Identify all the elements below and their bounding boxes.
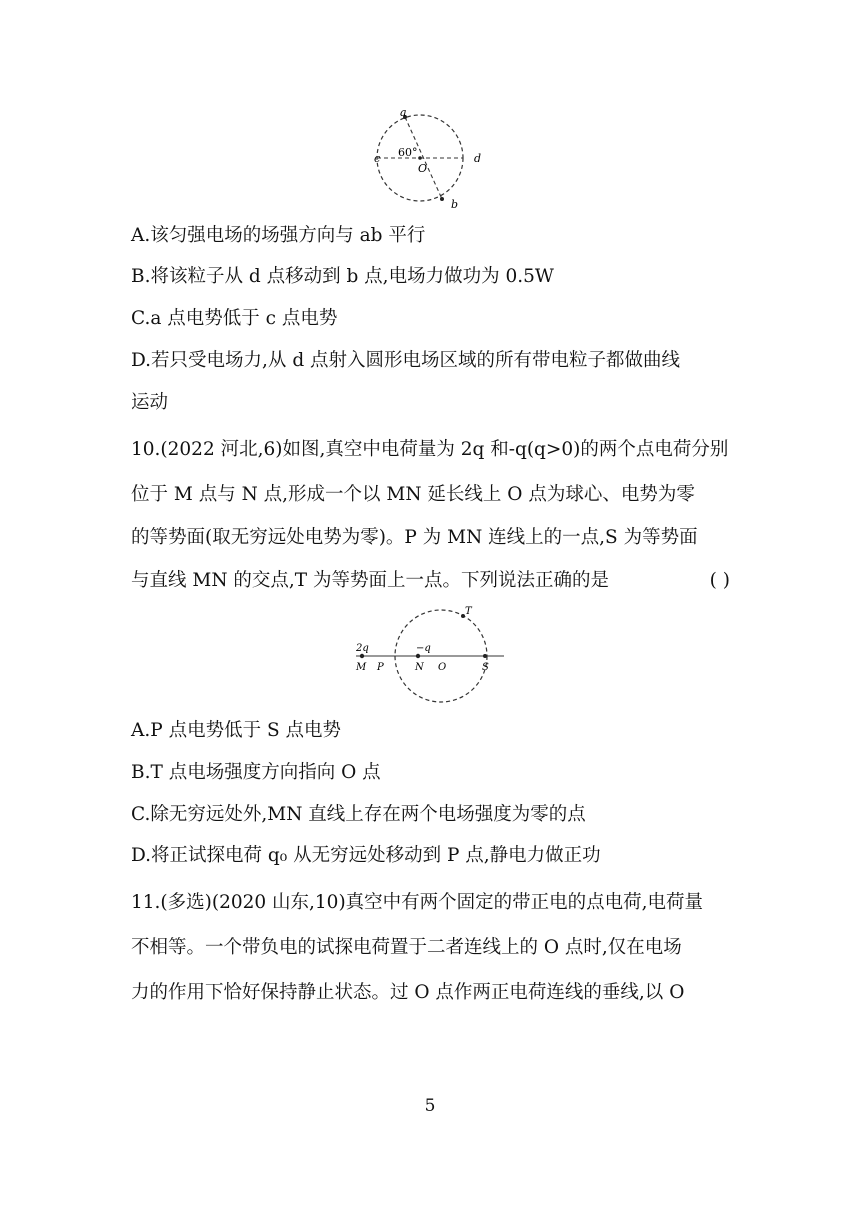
q10-option-c: C.除无穷远处外,MN 直线上存在两个电场强度为零的点	[131, 804, 586, 825]
q10-answer-paren: ( )	[709, 570, 730, 591]
q9-option-b: B.将该粒子从 d 点移动到 b 点,电场力做功为 0.5W	[131, 266, 554, 287]
q9-option-d-line2: 运动	[131, 392, 169, 413]
fig2-label-m: M	[356, 662, 367, 673]
fig2-label-n: N	[415, 662, 424, 673]
fig2-label-t: T	[465, 606, 472, 617]
q11-stem-line3: 力的作用下恰好保持静止状态。过 O 点作两正电荷连线的垂线,以 O	[131, 982, 685, 1003]
q10-stem-line2: 位于 M 点与 N 点,形成一个以 MN 延长线上 O 点为球心、电势为零	[131, 484, 695, 505]
q9-option-d-line1: D.若只受电场力,从 d 点射入圆形电场区域的所有带电粒子都做曲线	[131, 350, 681, 371]
q11-stem-line2: 不相等。一个带负电的试探电荷置于二者连线上的 O 点时,仅在电场	[131, 937, 682, 958]
figure-circle-field	[370, 104, 490, 214]
fig1-label-c: c	[374, 152, 381, 165]
q10-option-b: B.T 点电场强度方向指向 O 点	[131, 762, 381, 783]
page-number: 5	[424, 1096, 436, 1116]
fig2-label-p: P	[377, 662, 384, 673]
q10-option-d: D.将正试探电荷 q₀ 从无穷远处移动到 P 点,静电力做正功	[131, 845, 601, 866]
fig1-label-b: b	[451, 198, 459, 211]
fig2-label-o: O	[438, 662, 447, 673]
q10-stem-line1: 10.(2022 河北,6)如图,真空中电荷量为 2q 和-q(q>0)的两个点电荷分别	[131, 439, 729, 460]
fig1-angle: 60°	[398, 146, 418, 159]
fig1-label-o: O	[418, 162, 428, 175]
q9-option-c: C.a 点电势低于 c 点电势	[131, 308, 338, 329]
fig1-label-d: d	[474, 152, 482, 165]
q10-stem-line3: 的等势面(取无穷远处电势为零)。P 为 MN 连线上的一点,S 为等势面	[131, 527, 698, 548]
fig2-charge-m: 2q	[356, 643, 369, 654]
q9-option-a: A.该匀强电场的场强方向与 ab 平行	[131, 225, 426, 246]
fig2-label-s: S	[482, 662, 489, 673]
q10-stem-line4: 与直线 MN 的交点,T 为等势面上一点。下列说法正确的是	[131, 570, 609, 591]
fig2-charge-n: −q	[416, 643, 431, 654]
figure-equipotential-sphere	[350, 600, 510, 710]
q10-option-a: A.P 点电势低于 S 点电势	[131, 720, 342, 741]
q11-stem-line1: 11.(多选)(2020 山东,10)真空中有两个固定的带正电的点电荷,电荷量	[131, 892, 704, 913]
fig1-label-a: a	[400, 106, 407, 119]
